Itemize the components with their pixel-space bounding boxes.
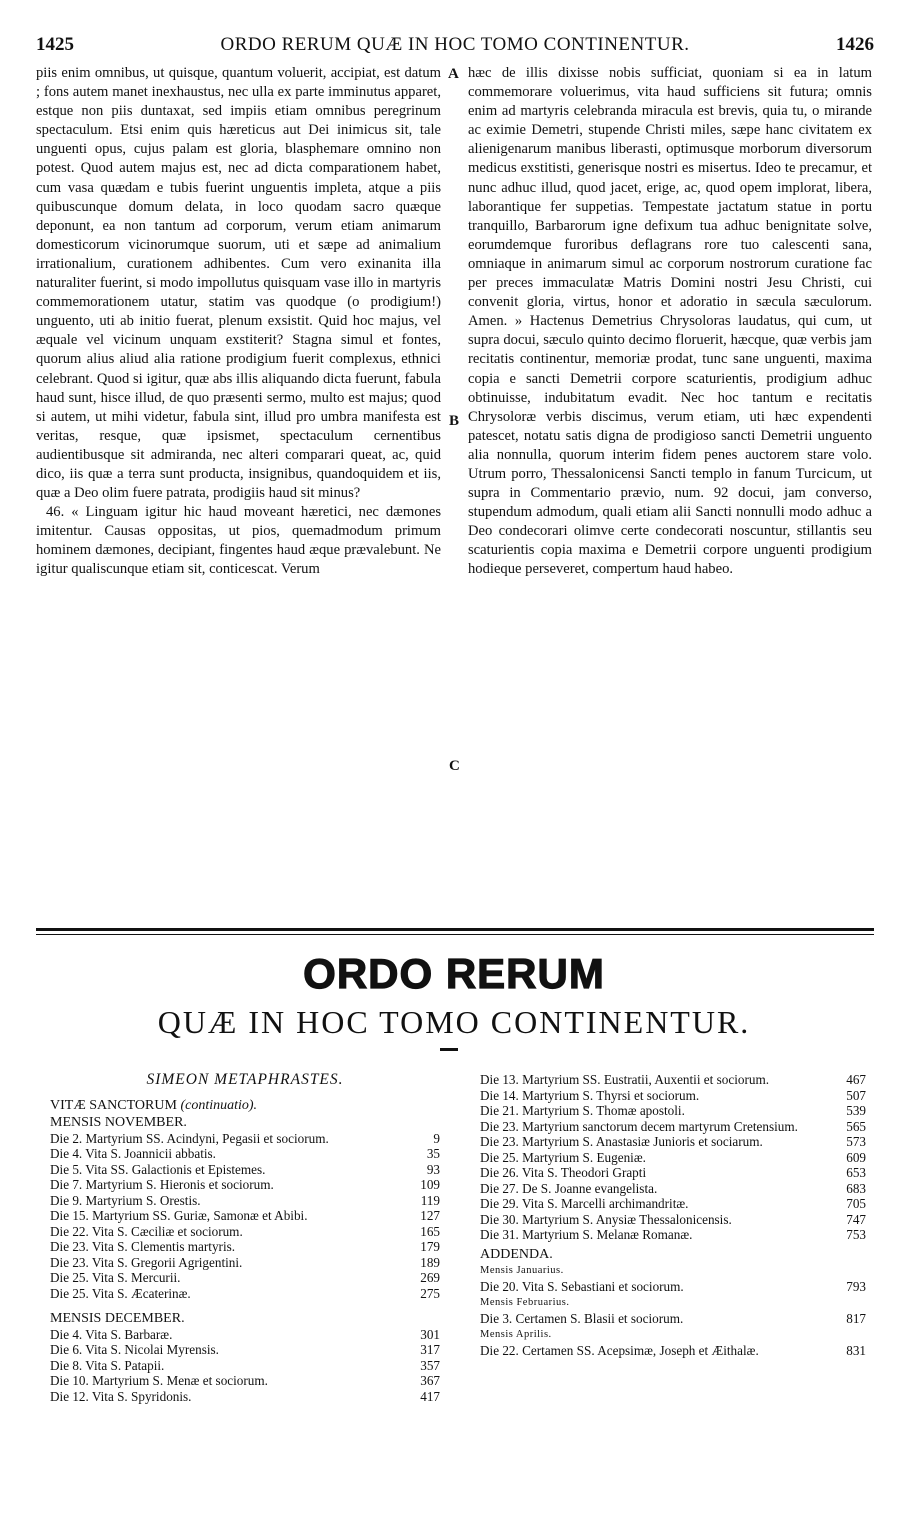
index-entry-page: 367 xyxy=(420,1373,440,1388)
index-addenda: ADDENDA. xyxy=(480,1246,553,1262)
index-entry-page: 269 xyxy=(420,1270,440,1285)
index-entry-page: 93 xyxy=(426,1161,440,1177)
index-entry-text: Die 21. Martyrium S. Thomæ apostoli. xyxy=(480,1103,685,1118)
index-entry[interactable] xyxy=(50,1270,440,1286)
index-entry-text: Die 30. Martyrium S. Anysiæ Thessalonicensis. xyxy=(480,1211,732,1227)
title-dash xyxy=(440,1048,458,1051)
index-entry[interactable] xyxy=(50,1342,440,1358)
running-header xyxy=(36,34,874,58)
index-right-column xyxy=(480,1072,866,1358)
index-december-list xyxy=(50,1327,440,1405)
index-entry-page: 793 xyxy=(846,1278,866,1294)
index-entry[interactable] xyxy=(50,1146,440,1162)
index-entry-page: 317 xyxy=(420,1342,440,1357)
index-month-february: Mensis Februarius. xyxy=(480,1297,570,1308)
index-month-april: Mensis Aprilis. xyxy=(480,1329,552,1340)
index-entry-text: Die 13. Martyrium SS. Eustratii, Auxentii et sociorum. xyxy=(480,1072,769,1087)
index-entry-text: Die 15. Martyrium SS. Guriæ, Samonæ et Abibi. xyxy=(50,1208,308,1223)
index-entry-text: Die 3. Certamen S. Blasii et sociorum. xyxy=(480,1310,684,1326)
index-section xyxy=(50,1098,440,1114)
index-entry-text: Die 26. Vita S. Theodori Grapti xyxy=(480,1165,647,1180)
margin-letter-a: A xyxy=(448,66,459,82)
index-entry[interactable] xyxy=(480,1134,866,1150)
index-entry-text: Die 31. Martyrium S. Melanæ Romanæ. xyxy=(480,1227,693,1242)
index-entry[interactable] xyxy=(50,1255,440,1271)
index-title: ORDO RERUM xyxy=(303,950,605,997)
index-entry-text: Die 12. Vita S. Spyridonis. xyxy=(50,1388,192,1404)
index-month-december: MENSIS DECEMBER. xyxy=(50,1311,185,1326)
index-entry-text: Die 22. Vita S. Cæciliæ et sociorum. xyxy=(50,1223,243,1239)
index-november-list xyxy=(50,1131,440,1302)
index-entry-page: 573 xyxy=(846,1134,866,1149)
index-entry-text: Die 14. Martyrium S. Thyrsi et sociorum. xyxy=(480,1087,700,1103)
left-text-column xyxy=(36,64,441,580)
index-section-note: (continuatio). xyxy=(180,1097,258,1113)
index-entry[interactable] xyxy=(50,1162,440,1178)
index-entry-text: Die 5. Vita SS. Galactionis et Epistemes. xyxy=(50,1161,266,1177)
index-entry-page: 467 xyxy=(846,1072,866,1087)
index-entry[interactable] xyxy=(50,1239,440,1255)
index-entry-page: 35 xyxy=(426,1146,440,1161)
index-section-label: VITÆ SANCTORUM xyxy=(50,1097,177,1113)
index-entry-page: 507 xyxy=(846,1087,866,1103)
index-entry[interactable] xyxy=(50,1358,440,1374)
index-entry-text: Die 4. Vita S. Barbaræ. xyxy=(50,1326,173,1342)
index-entry-text: Die 8. Vita S. Patapii. xyxy=(50,1357,165,1373)
margin-letter-b: B xyxy=(449,413,460,429)
left-paragraph-1: piis enim omnibus, ut quisque, quantum voluerit, accipiat, est datum ; fons autem manet inexhaustus, nec ulla ex parte imminutus apparet, estque non piis duntaxat, sed impiis etiam omnibus peregrinum spectaculum. Etsi enim quis hæreticus aut Dei inimicus sit, tale unguenti opus, cujus palam est gloria, blasphemare omnino non potest. Quod autem majus est, nec ad dicta comparationem habet, cum vasa quædam e tubis fuerint unguentis impleta, atque a piis quibuscunque domum delata, in loco quodam sacro quæque deponunt, ea non tantum ad corporum, verum etiam animarum domesticorum vicinorumque suorum, uti et sæpe ad animalium irrationalium, curationem adhibentes. Cum vero exinanita illa naturaliter fuerint, si modo impollutus quisquam vase illo in martyris commemorationem utatur, statim vas quodque (o prodigium!) unguento, uti ab initio fuerat, plenum exsistit. Quid hoc majus, vel æquale vel vicinum unquam exstiterit? Stagna simul et fontes, quorum alius aliud alia ratione prodigium fuerit complexus, ethnici celebrant. Quod si igitur, quæ abs illis aliquando dicta fuerunt, fabula haud sunt, hisce illud, de quo præsenti sermo, multo est majus; quod si autem, ut mihi videtur, fabula sint, illud pro umbra manifesta est veritas, resque, quæ ipsismet, spectaculum cernentibus audientibusque sit admiranda, nec alteri comparari queat, ac, quid dico, iis quæ a terra sunt producta, insignibus, quandoquidem et iis, quæ a Deo olim fuere patrata, prodigiis haud sit minus? xyxy=(36,65,441,502)
divider-thick xyxy=(36,928,874,931)
index-entry[interactable] xyxy=(480,1212,866,1228)
index-entry-text: Die 4. Vita S. Joannicii abbatis. xyxy=(50,1146,216,1161)
index-entry-page: 539 xyxy=(846,1103,866,1118)
index-entry-text: Die 23. Martyrium sanctorum decem martyrum Cretensium. xyxy=(480,1118,798,1134)
index-entry-text: Die 23. Vita S. Gregorii Agrigentini. xyxy=(50,1254,243,1270)
index-subtitle: QUÆ IN HOC TOMO CONTINENTUR. xyxy=(157,1004,751,1040)
index-entry-page: 565 xyxy=(846,1118,866,1134)
index-entry[interactable] xyxy=(50,1193,440,1209)
page-number-right: 1426 xyxy=(836,34,874,55)
index-entry[interactable] xyxy=(50,1177,440,1193)
index-entry[interactable] xyxy=(50,1224,440,1240)
index-entry[interactable] xyxy=(50,1327,440,1343)
index-entry-text: Die 10. Martyrium S. Menæ et sociorum. xyxy=(50,1373,268,1388)
running-title: ORDO RERUM QUÆ IN HOC TOMO CONTINENTUR. xyxy=(220,34,690,55)
index-entry-page: 357 xyxy=(420,1357,440,1373)
index-entry-page: 179 xyxy=(420,1239,440,1254)
index-author: SIMEON METAPHRASTES. xyxy=(146,1071,344,1088)
index-entry-text: Die 29. Vita S. Marcelli archimandritæ. xyxy=(480,1196,689,1211)
index-entry-text: Die 25. Vita S. Æcaterinæ. xyxy=(50,1285,191,1301)
index-entry-text: Die 23. Vita S. Clementis martyris. xyxy=(50,1239,236,1254)
index-entry-page: 9 xyxy=(433,1130,440,1146)
index-entry[interactable] xyxy=(480,1181,866,1197)
index-entry[interactable] xyxy=(480,1103,866,1119)
index-entry-page: 127 xyxy=(420,1208,440,1223)
margin-letter-c: C xyxy=(449,758,460,774)
index-entry[interactable] xyxy=(480,1343,866,1359)
index-entry-text: Die 23. Martyrium S. Anastasiæ Junioris et sociarum. xyxy=(480,1134,763,1149)
index-entry-page: 417 xyxy=(420,1388,440,1404)
index-month-january: Mensis Januarius. xyxy=(480,1265,564,1276)
index-entry-page: 683 xyxy=(846,1180,866,1196)
index-entry[interactable] xyxy=(50,1208,440,1224)
index-entry-text: Die 25. Vita S. Mercurii. xyxy=(50,1270,181,1285)
index-entry[interactable] xyxy=(480,1196,866,1212)
index-entry-text: Die 25. Martyrium S. Eugeniæ. xyxy=(480,1149,646,1165)
index-entry[interactable] xyxy=(480,1227,866,1243)
index-entry-text: Die 20. Vita S. Sebastiani et sociorum. xyxy=(480,1278,684,1294)
right-text-column xyxy=(468,64,872,580)
index-entry-page: 275 xyxy=(420,1285,440,1301)
index-entry-page: 753 xyxy=(846,1227,866,1242)
index-entry-page: 119 xyxy=(420,1192,440,1208)
index-entry-text: Die 2. Martyrium SS. Acindyni, Pegasii et sociorum. xyxy=(50,1130,329,1146)
index-entry-text: Die 9. Martyrium S. Orestis. xyxy=(50,1192,201,1208)
index-left-column xyxy=(50,1072,440,1404)
index-entry[interactable] xyxy=(50,1131,440,1147)
index-month-november: MENSIS NOVEMBER. xyxy=(50,1115,187,1130)
index-entry[interactable] xyxy=(50,1373,440,1389)
index-entry-text: Die 6. Vita S. Nicolai Myrensis. xyxy=(50,1342,219,1357)
index-entry[interactable] xyxy=(480,1072,866,1088)
right-paragraph-1: hæc de illis dixisse nobis sufficiat, quoniam si ea in latum commemorare voluerimus, vita haud sufficiens sit futura; omnis enim ad martyris celebranda miracula est brevis, quia tu, o mirande ac eximie Demetri, stupende Christi miles, sæpe hanc civitatem ex alienigenarum manibus liberasti, optimusque morborum diversorum medicus exstitisti, generisque nostri es misertus. Ideo te precamur, et nunc adhuc illud, quod jacet, erige, ac, quod opem implorat, libera, laborantique fer suppetias. Tempestate jactatum statue in portu tranquillo, Barbarorum igne defixum tua adhuc benignitate solve, eorumdemque furoribus deflagrans rore tuo calescenti sana, omniaque in animarum simul ac corporum nostrorum curatione fac per preces immaculatæ Matris Domini nostri Jesu Christi, cui convenit gloria, virtus, honor et adoratio in sæcula sæculorum. Amen. » Hactenus Demetrius Chrysoloras laudatus, qui cum, ut supra docui, sæculo quinto decimo floruerit, hæcque, quæ verbis jam recitatis continentur, memoriæ prodat, tunc sane unguenti, maxima copia e sancti Demetrii corpore scaturientis, prodigium adhuc obtinuisse, indubitatum evadit. Nec hoc tantum e recitatis Chrysoloræ verbis discimus, verum etiam, uti hæc expendenti patescet, notatu satis digna de prodigioso sancti Demetrii unguento alia nonnulla, quorum interim fidem penes auctorem stare volo. Utrum porro, Thessalonicensi Sancti templo in fanum Turcicum, ut supra in Commentario prævio, num. 92 docui, jam converso, stupendum admodum, quali etiam alii Sancti nonnulli modo adhuc a Deo condecorari olimve certe condecorati noscuntur, stillantis seu scaturientis copia maxima e Demetrii corpore unguenti prodigium hodieque perseveret, compertum haud habeo. xyxy=(468,65,872,578)
left-paragraph-2: 46. « Linguam igitur hic haud moveant hæretici, nec dæmones imitentur. Causas oppositas, ut pios, quemadmodum primum hominem dæmones, decipiant, fingentes haud æque prævalebunt. Ne igitur qualiscunque etiam sit, conticescat. Verum xyxy=(36,504,441,578)
index-entry-page: 189 xyxy=(420,1254,440,1270)
index-entry[interactable] xyxy=(480,1150,866,1166)
divider-thin xyxy=(36,934,874,935)
index-entry-page: 653 xyxy=(846,1165,866,1180)
index-entry[interactable] xyxy=(480,1165,866,1181)
index-entry-page: 817 xyxy=(846,1310,866,1326)
index-entry-text: Die 22. Certamen SS. Acepsimæ, Joseph et Æithalæ. xyxy=(480,1342,759,1358)
index-entry[interactable] xyxy=(50,1286,440,1302)
index-entry-page: 747 xyxy=(846,1211,866,1227)
index-entry[interactable] xyxy=(480,1088,866,1104)
index-entry-text: Die 7. Martyrium S. Hieronis et sociorum. xyxy=(50,1177,274,1192)
page-number-left: 1425 xyxy=(36,34,74,55)
index-entry[interactable] xyxy=(480,1311,866,1327)
index-entry-page: 609 xyxy=(846,1149,866,1165)
index-december-list-continued xyxy=(480,1072,866,1243)
index-entry-page: 831 xyxy=(846,1342,866,1358)
index-entry-page: 109 xyxy=(420,1177,440,1192)
index-entry[interactable] xyxy=(480,1279,866,1295)
index-entry[interactable] xyxy=(50,1389,440,1405)
index-entry-text: Die 27. De S. Joanne evangelista. xyxy=(480,1180,658,1196)
index-entry[interactable] xyxy=(480,1119,866,1135)
index-entry-page: 705 xyxy=(846,1196,866,1211)
index-entry-page: 165 xyxy=(420,1223,440,1239)
index-entry-page: 301 xyxy=(420,1326,440,1342)
